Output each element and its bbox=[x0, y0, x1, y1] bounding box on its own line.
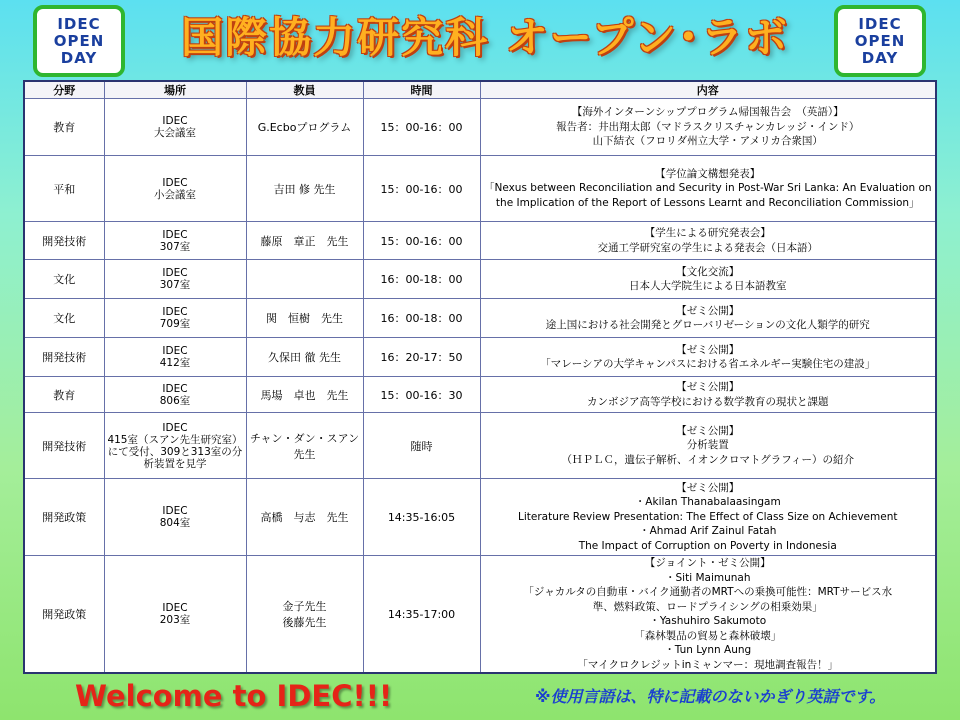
place-line: IDEC bbox=[162, 421, 188, 434]
place-line: 203室 bbox=[159, 614, 191, 626]
content-line: 【ゼミ公開】 bbox=[676, 381, 740, 393]
place-line: 307室 bbox=[159, 240, 191, 253]
place-line: 415室（スアン先生研究室） bbox=[107, 433, 243, 446]
content-line: 【文化交流】 bbox=[676, 265, 740, 278]
place-line: IDEC bbox=[162, 602, 188, 614]
content-line: ・Ahmad Arif Zainul Fatah bbox=[639, 525, 777, 538]
cell-teacher: 関 恒樹 先生 bbox=[246, 299, 363, 338]
place-line: IDEC bbox=[162, 505, 188, 517]
cell-content bbox=[480, 299, 936, 338]
logo-line: OPEN bbox=[53, 31, 105, 50]
logo-line: OPEN bbox=[854, 31, 906, 50]
table-row bbox=[24, 299, 936, 338]
cell-time: 16：20-17：50 bbox=[363, 338, 480, 377]
place-line: IDEC bbox=[162, 306, 188, 318]
content-line: 【学生による研究発表会】 bbox=[644, 227, 771, 239]
cell-content bbox=[480, 556, 936, 674]
content-line: The Impact of Corruption on Poverty in Indonesia bbox=[578, 539, 837, 552]
cell-teacher: 高橋 与志 先生 bbox=[246, 479, 363, 556]
logo-line: DAY bbox=[60, 48, 98, 67]
cell-field: 文化 bbox=[24, 260, 104, 299]
content-line: ・Tun Lynn Aung bbox=[664, 644, 752, 656]
cell-field: 開発技術 bbox=[24, 222, 104, 260]
cell-field: 平和 bbox=[24, 156, 104, 222]
table-row bbox=[24, 338, 936, 377]
table-row bbox=[24, 99, 936, 156]
place-line: 析装置を見学 bbox=[143, 457, 207, 470]
cell-teacher: G.Ecboプログラム bbox=[246, 99, 363, 156]
cell-place bbox=[104, 222, 246, 260]
cell-place bbox=[104, 99, 246, 156]
cell-time: 16：00-18：00 bbox=[363, 260, 480, 299]
logo-line: DAY bbox=[861, 48, 899, 67]
cell-field: 開発政策 bbox=[24, 479, 104, 556]
cell-time: 随時 bbox=[363, 413, 480, 479]
logo-line: IDEC bbox=[57, 14, 101, 33]
content-line: 日本人大学院生による日本語教室 bbox=[629, 280, 787, 292]
cell-content bbox=[480, 156, 936, 222]
content-line: カンボジア高等学校における数学教育の現状と課題 bbox=[587, 395, 829, 408]
cell-field: 開発政策 bbox=[24, 556, 104, 674]
column-header-field: 分野 bbox=[24, 81, 104, 99]
cell-content bbox=[480, 99, 936, 156]
cell-teacher: 久保田 徹 先生 bbox=[246, 338, 363, 377]
place-line: IDEC bbox=[162, 382, 188, 395]
content-line: 交通工学研究室の学生による発表会（日本語） bbox=[597, 241, 818, 254]
content-line: 「ジャカルタの自動車・バイク通勤者のMRTへの乗換可能性：MRTサービス水 bbox=[523, 586, 893, 598]
cell-place bbox=[104, 377, 246, 413]
content-line: 分析装置 bbox=[686, 439, 729, 452]
table-row bbox=[24, 222, 936, 260]
content-line: ・Akilan Thanabalaasingam bbox=[634, 496, 781, 509]
cell-teacher: 金子先生 後藤先生 bbox=[246, 556, 363, 674]
place-line: IDEC bbox=[162, 267, 188, 279]
content-line: 【ゼミ公開】 bbox=[676, 424, 740, 437]
place-line: 307室 bbox=[159, 279, 191, 291]
place-line: 804室 bbox=[159, 517, 191, 529]
table-row bbox=[24, 479, 936, 556]
cell-place bbox=[104, 156, 246, 222]
cell-teacher: 吉田 修 先生 bbox=[246, 156, 363, 222]
cell-time: 15：00-16：30 bbox=[363, 377, 480, 413]
content-line: 【海外インターンシッププログラム帰国報告会 （英語）】 bbox=[571, 106, 844, 119]
cell-place bbox=[104, 338, 246, 377]
table-row bbox=[24, 556, 936, 674]
content-line: 「マレーシアの大学キャンパスにおける省エネルギー実験住宅の建設」 bbox=[540, 358, 876, 370]
cell-content bbox=[480, 479, 936, 556]
cell-time: 16：00-18：00 bbox=[363, 299, 480, 338]
content-line: 【ジョイント・ゼミ公開】 bbox=[644, 557, 771, 569]
place-line: IDEC bbox=[162, 176, 188, 189]
page-title: 国際協力研究科 オープン･ラボ bbox=[181, 13, 789, 62]
place-line: 709室 bbox=[159, 318, 191, 330]
cell-place bbox=[104, 299, 246, 338]
schedule-body bbox=[24, 99, 936, 674]
cell-field: 教育 bbox=[24, 99, 104, 156]
cell-content bbox=[480, 260, 936, 299]
content-line: 【学位論文構想発表】 bbox=[655, 167, 761, 180]
column-header-time: 時間 bbox=[363, 81, 480, 99]
content-line: 【ゼミ公開】 bbox=[676, 343, 740, 356]
column-header-content: 内容 bbox=[480, 81, 936, 99]
cell-teacher: 馬場 卓也 先生 bbox=[246, 377, 363, 413]
content-line: 【ゼミ公開】 bbox=[676, 481, 740, 494]
language-note: ※使用言語は、特に記載のないかぎり英語です。 bbox=[535, 687, 886, 706]
place-line: にて受付、309と313室の分 bbox=[107, 445, 243, 458]
place-line: IDEC bbox=[162, 345, 188, 357]
content-line: ・Siti Maimunah bbox=[665, 571, 751, 584]
idec-open-day-logo-right bbox=[834, 5, 926, 77]
cell-teacher bbox=[246, 260, 363, 299]
content-line: 山下結衣（フロリダ州立大学・アメリカ合衆国） bbox=[592, 135, 823, 148]
cell-content bbox=[480, 338, 936, 377]
place-line: 大会議室 bbox=[154, 127, 196, 139]
content-line: （ＨＰＬＣ，遺伝子解析、イオンクロマトグラフィー）の紹介 bbox=[561, 453, 854, 466]
table-row bbox=[24, 156, 936, 222]
content-line: 【ゼミ公開】 bbox=[676, 304, 740, 317]
cell-place bbox=[104, 260, 246, 299]
place-line: IDEC bbox=[162, 115, 188, 127]
table-header-row bbox=[24, 81, 936, 99]
cell-teacher: チャン・ダン・スアン 先生 bbox=[246, 413, 363, 479]
cell-time: 14:35-16:05 bbox=[363, 479, 480, 556]
schedule-table bbox=[23, 80, 937, 674]
logo-line: IDEC bbox=[858, 14, 902, 33]
place-line: 412室 bbox=[159, 357, 191, 369]
idec-open-day-logo-left bbox=[33, 5, 125, 77]
content-line: 「森林製品の貿易と森林破壊」 bbox=[634, 629, 782, 642]
cell-place bbox=[104, 413, 246, 479]
content-line: 「Nexus between Reconciliation and Security in Post-War Sri Lanka: An Evaluation on bbox=[483, 182, 932, 195]
cell-time: 15：00-16：00 bbox=[363, 99, 480, 156]
welcome-message: Welcome to IDEC!!! bbox=[75, 679, 393, 713]
content-line: 準、燃料政策、ロードプライシングの相乗効果」 bbox=[592, 600, 823, 613]
cell-content bbox=[480, 377, 936, 413]
content-line: 途上国における社会開発とグローバリゼーションの文化人類学的研究 bbox=[545, 319, 870, 331]
column-header-place: 場所 bbox=[104, 81, 246, 99]
cell-time: 15：00-16：00 bbox=[363, 222, 480, 260]
table-row bbox=[24, 377, 936, 413]
content-line: 報告者：井出翔太郎（マドラスクリスチャンカレッジ・インド） bbox=[556, 120, 860, 133]
table-row bbox=[24, 413, 936, 479]
cell-place bbox=[104, 479, 246, 556]
column-header-teacher: 教員 bbox=[246, 81, 363, 99]
cell-field: 文化 bbox=[24, 299, 104, 338]
content-line: Literature Review Presentation: The Effect of Class Size on Achievement bbox=[518, 510, 898, 523]
cell-content bbox=[480, 413, 936, 479]
content-line: the Implication of the Report of Lessons Learnt and Reconciliation Commission」 bbox=[495, 196, 920, 209]
cell-teacher: 藤原 章正 先生 bbox=[246, 222, 363, 260]
cell-time: 14:35-17:00 bbox=[363, 556, 480, 674]
cell-field: 教育 bbox=[24, 377, 104, 413]
cell-time: 15：00-16：00 bbox=[363, 156, 480, 222]
cell-field: 開発技術 bbox=[24, 338, 104, 377]
cell-content bbox=[480, 222, 936, 260]
cell-place bbox=[104, 556, 246, 674]
content-line: ・Yashuhiro Sakumoto bbox=[649, 615, 767, 627]
cell-field: 開発技術 bbox=[24, 413, 104, 479]
content-line: 「マイクロクレジットinミャンマー：現地調査報告！」 bbox=[577, 658, 839, 671]
place-line: 806室 bbox=[159, 394, 191, 407]
table-row bbox=[24, 260, 936, 299]
place-line: IDEC bbox=[162, 228, 188, 241]
place-line: 小会議室 bbox=[154, 188, 196, 201]
